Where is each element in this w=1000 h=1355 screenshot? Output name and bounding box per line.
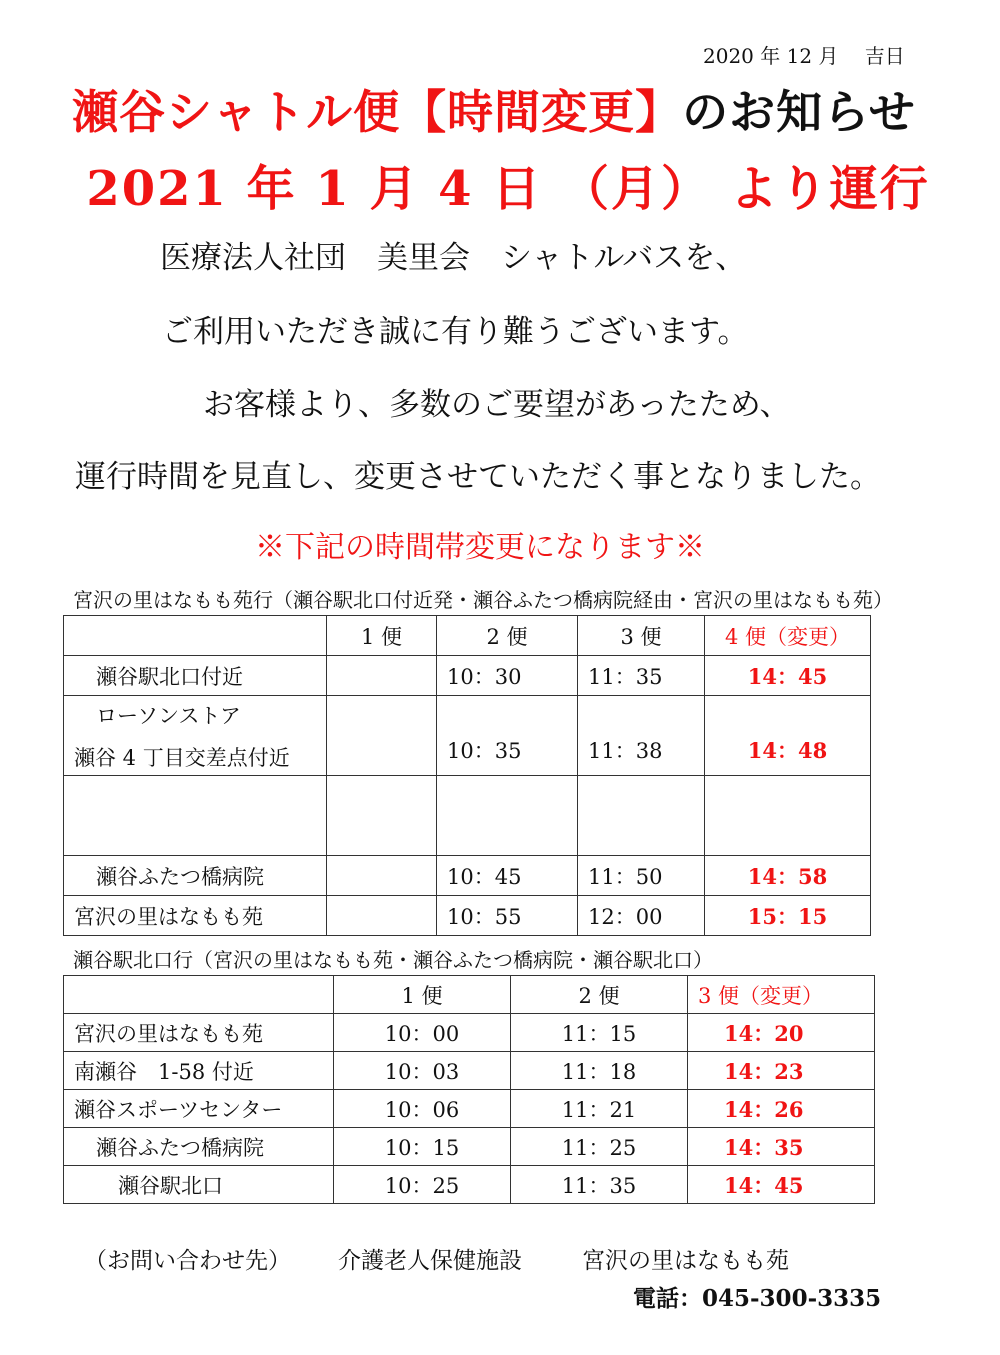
table-row bbox=[64, 656, 871, 696]
empty-cell bbox=[327, 776, 437, 856]
time-cell: 11：38 bbox=[578, 696, 705, 776]
time-cell bbox=[327, 856, 437, 896]
empty-cell bbox=[578, 776, 705, 856]
title-black: のお知らせ bbox=[682, 85, 916, 139]
issue-date: 2020 年 12 月 吉日 bbox=[703, 44, 905, 68]
table-row bbox=[64, 1090, 875, 1128]
table-row bbox=[64, 1166, 875, 1204]
time-cell: 11：25 bbox=[511, 1128, 688, 1166]
title-line-2: 2021 年 1 月 4 日 （月） より運行 bbox=[86, 161, 930, 217]
stop-name bbox=[64, 696, 327, 776]
time-cell: 11：35 bbox=[511, 1166, 688, 1204]
stop-name-line-1: ローソンストア bbox=[96, 703, 241, 728]
schedule-table-1 bbox=[63, 615, 871, 936]
changed-time-cell: 14：20 bbox=[688, 1014, 875, 1052]
time-cell: 10：30 bbox=[437, 656, 578, 696]
facility-type: 介護老人保健施設 bbox=[338, 1248, 522, 1274]
header-cell bbox=[64, 976, 334, 1014]
table-header-row bbox=[64, 616, 871, 656]
empty-cell bbox=[705, 776, 871, 856]
stop-name: 瀬谷スポーツセンター bbox=[64, 1090, 334, 1128]
time-cell: 11：50 bbox=[578, 856, 705, 896]
facility-name: 宮沢の里はなもも苑 bbox=[582, 1248, 789, 1274]
time-cell: 11：18 bbox=[511, 1052, 688, 1090]
body-line-4: 運行時間を見直し、変更させていただく事となりました。 bbox=[75, 459, 881, 495]
time-cell: 11：21 bbox=[511, 1090, 688, 1128]
stop-name: 宮沢の里はなもも苑 bbox=[64, 896, 327, 936]
stop-name: 瀬谷ふたつ橋病院 bbox=[64, 856, 327, 896]
header-cell bbox=[64, 616, 327, 656]
changed-time-cell: 14：35 bbox=[688, 1128, 875, 1166]
time-cell: 11：35 bbox=[578, 656, 705, 696]
stop-name-line-2: 瀬谷 4 丁目交差点付近 bbox=[74, 745, 290, 770]
time-cell: 10：55 bbox=[437, 896, 578, 936]
notice: ※下記の時間帯変更になります※ bbox=[255, 530, 705, 565]
stop-name: 南瀬谷 1-58 付近 bbox=[64, 1052, 334, 1090]
header-cell: 3 便（変更） bbox=[688, 976, 875, 1014]
time-cell bbox=[327, 696, 437, 776]
phone-number: 電話：045-300-3335 bbox=[633, 1285, 882, 1312]
header-cell: 1 便 bbox=[327, 616, 437, 656]
table-row bbox=[64, 696, 871, 776]
title-red: 瀬谷シャトル便【時間変更】 bbox=[72, 85, 683, 139]
table-row bbox=[64, 896, 871, 936]
table2-caption: 瀬谷駅北口行（宮沢の里はなもも苑・瀬谷ふたつ橋病院・瀬谷駅北口） bbox=[73, 948, 713, 972]
body-line-1: 医療法人社団 美里会 シャトルバスを、 bbox=[160, 240, 747, 276]
time-cell: 10：15 bbox=[334, 1128, 511, 1166]
title-line-1 bbox=[72, 76, 916, 142]
time-cell: 10：06 bbox=[334, 1090, 511, 1128]
table-row-empty bbox=[64, 776, 871, 856]
table-row bbox=[64, 1128, 875, 1166]
time-cell: 10：03 bbox=[334, 1052, 511, 1090]
header-cell: 3 便 bbox=[578, 616, 705, 656]
body-line-3: お客様より、多数のご要望があったため、 bbox=[203, 387, 791, 423]
stop-name: 瀬谷駅北口 bbox=[64, 1166, 334, 1204]
stop-name: 瀬谷駅北口付近 bbox=[64, 656, 327, 696]
time-cell: 10：45 bbox=[437, 856, 578, 896]
empty-cell bbox=[64, 776, 327, 856]
table-row bbox=[64, 856, 871, 896]
time-cell: 12：00 bbox=[578, 896, 705, 936]
time-cell: 10：35 bbox=[437, 696, 578, 776]
empty-cell bbox=[437, 776, 578, 856]
table-header-row bbox=[64, 976, 875, 1014]
header-cell: 2 便 bbox=[511, 976, 688, 1014]
contact-label: （お問い合わせ先） bbox=[84, 1248, 291, 1274]
changed-time-cell: 15：15 bbox=[705, 896, 871, 936]
time-cell: 11：15 bbox=[511, 1014, 688, 1052]
changed-time-cell: 14：45 bbox=[688, 1166, 875, 1204]
time-cell: 10：00 bbox=[334, 1014, 511, 1052]
table1-caption: 宮沢の里はなもも苑行（瀬谷駅北口付近発・瀬谷ふたつ橋病院経由・宮沢の里はなもも苑） bbox=[73, 588, 893, 612]
header-cell: 4 便（変更） bbox=[705, 616, 871, 656]
changed-time-cell: 14：26 bbox=[688, 1090, 875, 1128]
table-row bbox=[64, 1014, 875, 1052]
schedule-table-2 bbox=[63, 975, 875, 1204]
changed-time-cell: 14：45 bbox=[705, 656, 871, 696]
time-cell bbox=[327, 896, 437, 936]
time-cell: 10：25 bbox=[334, 1166, 511, 1204]
header-cell: 2 便 bbox=[437, 616, 578, 656]
stop-name: 瀬谷ふたつ橋病院 bbox=[64, 1128, 334, 1166]
changed-time-cell: 14：48 bbox=[705, 696, 871, 776]
time-cell bbox=[327, 656, 437, 696]
header-cell: 1 便 bbox=[334, 976, 511, 1014]
table-row bbox=[64, 1052, 875, 1090]
body-line-2: ご利用いただき誠に有り難うございます。 bbox=[162, 314, 749, 350]
stop-name: 宮沢の里はなもも苑 bbox=[64, 1014, 334, 1052]
changed-time-cell: 14：23 bbox=[688, 1052, 875, 1090]
changed-time-cell: 14：58 bbox=[705, 856, 871, 896]
